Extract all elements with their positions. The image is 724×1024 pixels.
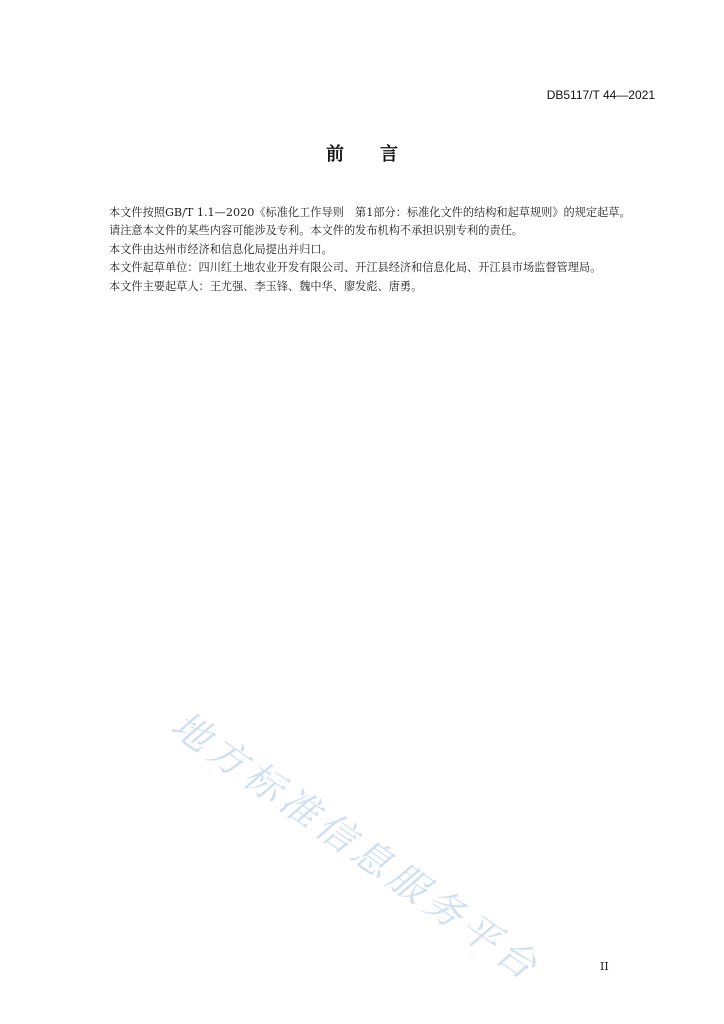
watermark-text: 地方标准信息服务平台 xyxy=(163,702,550,991)
paragraph-drafting-units: 本文件起草单位：四川红土地农业开发有限公司、开江县经济和信息化局、开江县市场监督管理局。 xyxy=(109,261,602,275)
page-title: 前言 xyxy=(326,144,434,165)
paragraph-proposer: 本文件由达州市经济和信息化局提出并归口。 xyxy=(109,242,333,256)
paragraph-drafting-rules: 本文件按照GB/T 1.1—2020《标准化工作导则 第1部分：标准化文件的结构和起草规则》的规定起草。 xyxy=(109,206,631,219)
document-id: DB5117/T 44—2021 xyxy=(546,88,655,102)
paragraph-drafters: 本文件主要起草人：王尤强、李玉锋、魏中华、廖发彪、唐勇。 xyxy=(109,279,423,293)
paragraph-patent-notice: 请注意本文件的某些内容可能涉及专利。本文件的发布机构不承担识别专利的责任。 xyxy=(109,224,523,238)
page-number: II xyxy=(600,960,609,973)
foreword-body xyxy=(87,204,657,296)
